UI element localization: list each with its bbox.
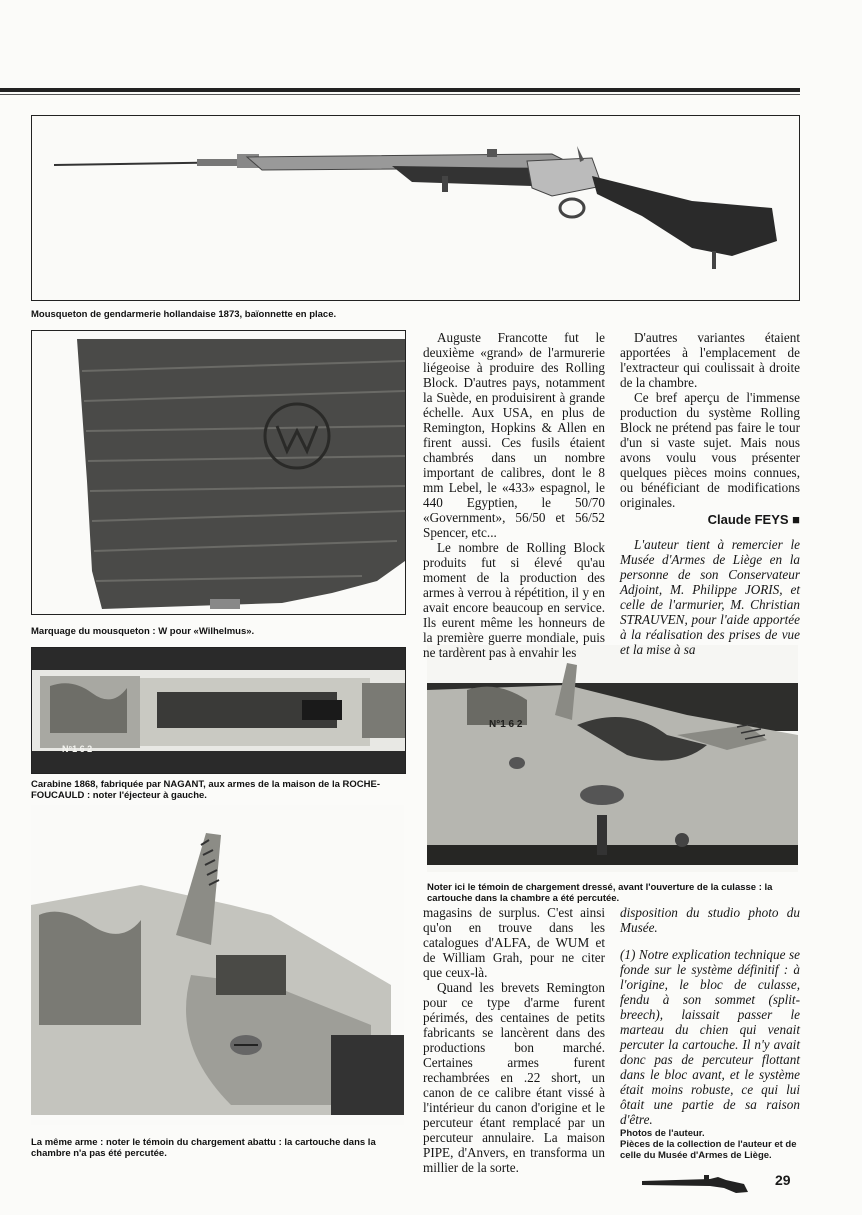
footnote: (1) Notre explication technique se fonde sur le système définitif : à l'origine, le bloc de culasse, fendu à son sommet (split-breech), laissait passer le marteau du chien qui venait percuter la cartouche. Il n'y avait donc pas de percuteur flottant dans le bloc avant, et le système était moins robuste, ce qui lui ôtait une partie de sa raison d'être. xyxy=(620,947,800,1127)
article-paragraph: Quand les brevets Remington pour ce type d'arme furent périmés, des centaines de petits fabricants se lancèrent dans des productions bon marché. Certaines armes furent rechambrées en .22 short, un canon de ce calibre étant vissé à l'intérieur du canon d'origine et le percuteur étant remplacé par un percuteur annulaire. La maison PIPE, d'Anvers, en transforma un millier de la sorte. xyxy=(423,980,605,1175)
rifle-caption: Mousqueton de gendarmerie hollandaise 1873, baïonnette en place. xyxy=(31,309,337,320)
article-column-1 xyxy=(423,330,605,660)
article-paragraph: D'autres variantes étaient apportées à l'emplacement de l'extracteur qui coulissait à droite de la chambre. xyxy=(620,330,800,390)
article-paragraph: magasins de surplus. C'est ainsi qu'on en trouve dans les catalogues d'ALFA, de WUM et de William Grah, pour ne citer que ceux-là. xyxy=(423,905,605,980)
article-paragraph: Auguste Francotte fut le deuxième «grand» de l'armurerie liégeoise à produire des Rolling Block. D'autres pays, notamment la Suède, en produisirent à grande échelle. Aux USA, en plus de Remington, Hopkins & Allen en firent aussi. Ces fusils étaient chambrés dans un nombre important de calibres, dont le 8 mm Lebel, le «433» espagnol, le 440 Egyptien, le 50/70 «Government», 56/50 et 56/52 Spencer, etc... xyxy=(423,330,605,540)
page-number: 29 xyxy=(775,1172,791,1188)
stock-marking-photo xyxy=(31,330,406,615)
acknowledgement: L'auteur tient à remercier le Musée d'Armes de Liège en la personne de son Conservateur Adjoint, M. Philippe JORIS, et celle de l'armurier, M. Christian STRAUVEN, pour l'aide apportée à la réalisation des prises de vue et la mise à sa xyxy=(620,537,800,657)
photo-credit-1: Photos de l'auteur. xyxy=(620,1128,705,1139)
carbine-serial: N°1 6 2 xyxy=(62,744,93,754)
pistol-icon xyxy=(640,1172,750,1196)
article-column-2 xyxy=(620,330,800,657)
carbine-breech-illustration xyxy=(32,648,405,773)
article-column-4 xyxy=(620,905,800,1127)
acknowledgement-end: disposition du studio photo du Musée. xyxy=(620,905,800,935)
stock-wood-illustration xyxy=(32,331,405,614)
same-arm-photo xyxy=(31,805,404,1125)
article-paragraph: Ce bref aperçu de l'immense production du système Rolling Block ne prétend pas faire le tour d'un si vaste sujet. Mais nous avons voulu vous présenter quelques pièces moins connues, ou bénéficiant de modifications originales. xyxy=(620,390,800,510)
author-signature: Claude FEYS ■ xyxy=(707,512,800,527)
header-rule-thin xyxy=(0,94,800,95)
rifle-photo xyxy=(31,115,800,301)
article-column-3 xyxy=(423,905,605,1175)
carbine-breech-photo xyxy=(31,647,406,774)
breech-closeup-illustration xyxy=(427,645,798,872)
carbine-caption: Carabine 1868, fabriquée par NAGANT, aux armes de la maison de la ROCHE-FOUCAULD : noter l'éjecteur à gauche. xyxy=(31,779,380,801)
photo-credit-2: Pièces de la collection de l'auteur et de celle du Musée d'Armes de Liège. xyxy=(620,1139,797,1161)
breech-closeup-photo xyxy=(427,645,798,872)
header-rule xyxy=(0,88,800,92)
stock-caption: Marquage du mousqueton : W pour «Wilhelmus». xyxy=(31,626,255,637)
closeup-serial: N°1 6 2 xyxy=(489,719,523,730)
indicator-raised-caption: Noter ici le témoin de chargement dressé, avant l'ouverture de la culasse : la cartouche dans la chambre a été percutée. xyxy=(427,882,773,904)
rifle-illustration xyxy=(32,116,799,300)
article-paragraph: Le nombre de Rolling Block produits fut si élevé qu'au moment de la production des armes à verrou à répétition, il y en avait encore beaucoup en service. Ils eurent même les honneurs de la première guerre mondiale, puis ne tardèrent pas à envahir les xyxy=(423,540,605,660)
same-arm-caption: La même arme : noter le témoin du chargement abattu : la cartouche dans la chambre n'a pas été percutée. xyxy=(31,1137,376,1159)
same-arm-illustration xyxy=(31,805,404,1125)
